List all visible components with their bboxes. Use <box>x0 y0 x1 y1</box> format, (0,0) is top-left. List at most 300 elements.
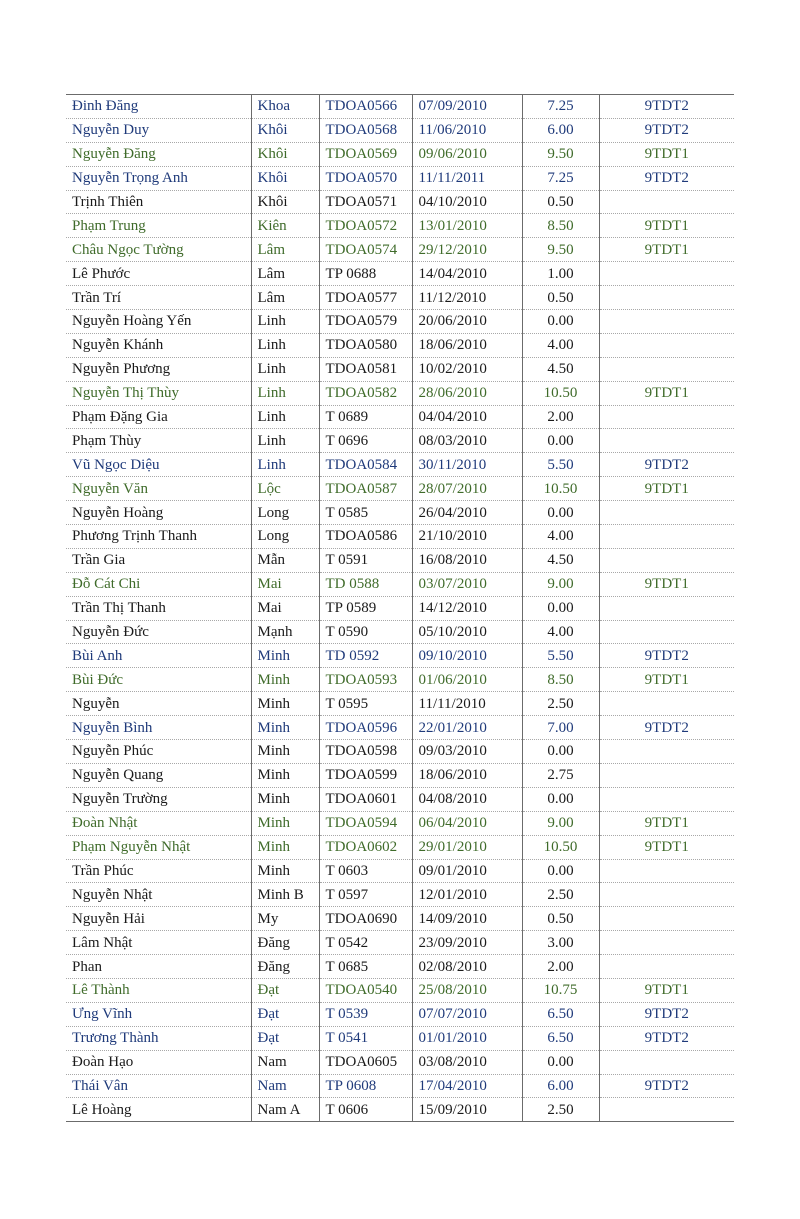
student-id-cell: TD 0588 <box>319 572 412 596</box>
last-name-cell: Nguyễn Văn <box>66 477 251 501</box>
score-cell: 10.50 <box>522 835 599 859</box>
table-row <box>66 1026 734 1050</box>
first-name-cell: Khôi <box>251 166 319 190</box>
class-cell: 9TDT2 <box>599 644 734 668</box>
last-name-cell: Phạm Trung <box>66 214 251 238</box>
last-name-cell: Đỗ Cát Chi <box>66 572 251 596</box>
class-cell <box>599 907 734 931</box>
table-row <box>66 429 734 453</box>
student-id-cell: T 0685 <box>319 955 412 979</box>
student-id-cell: TDOA0572 <box>319 214 412 238</box>
student-id-cell: TDOA0568 <box>319 118 412 142</box>
score-cell: 0.00 <box>522 310 599 334</box>
score-cell: 2.75 <box>522 763 599 787</box>
class-cell <box>599 1098 734 1122</box>
score-cell: 2.50 <box>522 1098 599 1122</box>
class-cell <box>599 501 734 525</box>
student-id-cell: T 0595 <box>319 692 412 716</box>
last-name-cell: Phạm Đặng Gia <box>66 405 251 429</box>
table-row <box>66 1098 734 1122</box>
birth-date-cell: 12/01/2010 <box>412 883 522 907</box>
table-row <box>66 1002 734 1026</box>
table-row <box>66 333 734 357</box>
table-row <box>66 668 734 692</box>
first-name-cell: Linh <box>251 310 319 334</box>
class-cell: 9TDT2 <box>599 453 734 477</box>
student-id-cell: TDOA0570 <box>319 166 412 190</box>
birth-date-cell: 04/10/2010 <box>412 190 522 214</box>
first-name-cell: Mai <box>251 572 319 596</box>
score-cell: 5.50 <box>522 453 599 477</box>
student-id-cell: T 0542 <box>319 931 412 955</box>
table-row <box>66 190 734 214</box>
last-name-cell: Nguyễn Hoàng Yến <box>66 310 251 334</box>
first-name-cell: Đạt <box>251 1026 319 1050</box>
score-cell: 2.50 <box>522 883 599 907</box>
last-name-cell: Nguyễn Duy <box>66 118 251 142</box>
score-cell: 2.00 <box>522 955 599 979</box>
student-id-cell: T 0541 <box>319 1026 412 1050</box>
last-name-cell: Đoàn Nhật <box>66 811 251 835</box>
birth-date-cell: 18/06/2010 <box>412 333 522 357</box>
birth-date-cell: 28/07/2010 <box>412 477 522 501</box>
table-row <box>66 763 734 787</box>
first-name-cell: Lâm <box>251 286 319 310</box>
table-row <box>66 477 734 501</box>
birth-date-cell: 07/09/2010 <box>412 95 522 119</box>
student-id-cell: TDOA0599 <box>319 763 412 787</box>
student-id-cell: T 0590 <box>319 620 412 644</box>
first-name-cell: Long <box>251 525 319 549</box>
student-id-cell: TDOA0602 <box>319 835 412 859</box>
class-cell <box>599 429 734 453</box>
birth-date-cell: 23/09/2010 <box>412 931 522 955</box>
first-name-cell: Nam <box>251 1050 319 1074</box>
birth-date-cell: 21/10/2010 <box>412 525 522 549</box>
last-name-cell: Nguyễn Đăng <box>66 142 251 166</box>
score-cell: 4.50 <box>522 548 599 572</box>
table-row <box>66 859 734 883</box>
class-cell: 9TDT1 <box>599 142 734 166</box>
table-row <box>66 692 734 716</box>
score-cell: 7.00 <box>522 716 599 740</box>
table-row <box>66 381 734 405</box>
last-name-cell: Nguyễn Bình <box>66 716 251 740</box>
first-name-cell: Đăng <box>251 955 319 979</box>
score-cell: 7.25 <box>522 166 599 190</box>
first-name-cell: Linh <box>251 333 319 357</box>
table-row <box>66 620 734 644</box>
last-name-cell: Đoàn Hạo <box>66 1050 251 1074</box>
table-row <box>66 262 734 286</box>
student-id-cell: T 0597 <box>319 883 412 907</box>
score-cell: 7.25 <box>522 95 599 119</box>
birth-date-cell: 08/03/2010 <box>412 429 522 453</box>
student-id-cell: TDOA0571 <box>319 190 412 214</box>
table-row <box>66 572 734 596</box>
first-name-cell: My <box>251 907 319 931</box>
class-cell: 9TDT2 <box>599 1026 734 1050</box>
score-cell: 9.50 <box>522 142 599 166</box>
score-cell: 6.00 <box>522 118 599 142</box>
score-cell: 8.50 <box>522 214 599 238</box>
class-cell <box>599 740 734 764</box>
last-name-cell: Lê Hoàng <box>66 1098 251 1122</box>
table-row <box>66 357 734 381</box>
student-table-body <box>66 95 734 1122</box>
first-name-cell: Minh <box>251 668 319 692</box>
birth-date-cell: 01/01/2010 <box>412 1026 522 1050</box>
last-name-cell: Nguyễn <box>66 692 251 716</box>
birth-date-cell: 11/11/2010 <box>412 692 522 716</box>
student-id-cell: TDOA0596 <box>319 716 412 740</box>
birth-date-cell: 22/01/2010 <box>412 716 522 740</box>
student-id-cell: TDOA0579 <box>319 310 412 334</box>
last-name-cell: Trương Thành <box>66 1026 251 1050</box>
last-name-cell: Đinh Đăng <box>66 95 251 119</box>
score-cell: 0.00 <box>522 859 599 883</box>
last-name-cell: Trần Phúc <box>66 859 251 883</box>
birth-date-cell: 09/01/2010 <box>412 859 522 883</box>
first-name-cell: Khôi <box>251 142 319 166</box>
table-row <box>66 1050 734 1074</box>
class-cell <box>599 525 734 549</box>
student-id-cell: T 0539 <box>319 1002 412 1026</box>
birth-date-cell: 02/08/2010 <box>412 955 522 979</box>
class-cell: 9TDT1 <box>599 572 734 596</box>
table-row <box>66 166 734 190</box>
first-name-cell: Minh <box>251 740 319 764</box>
birth-date-cell: 09/10/2010 <box>412 644 522 668</box>
first-name-cell: Nam A <box>251 1098 319 1122</box>
last-name-cell: Châu Ngọc Tường <box>66 238 251 262</box>
class-cell: 9TDT2 <box>599 1074 734 1098</box>
last-name-cell: Nguyễn Trường <box>66 787 251 811</box>
class-cell: 9TDT1 <box>599 978 734 1002</box>
table-row <box>66 787 734 811</box>
first-name-cell: Linh <box>251 357 319 381</box>
first-name-cell: Minh <box>251 692 319 716</box>
last-name-cell: Bùi Đức <box>66 668 251 692</box>
table-row <box>66 214 734 238</box>
first-name-cell: Linh <box>251 453 319 477</box>
student-id-cell: TDOA0601 <box>319 787 412 811</box>
score-cell: 6.50 <box>522 1026 599 1050</box>
class-cell: 9TDT1 <box>599 668 734 692</box>
class-cell <box>599 692 734 716</box>
class-cell: 9TDT2 <box>599 118 734 142</box>
birth-date-cell: 03/07/2010 <box>412 572 522 596</box>
score-cell: 8.50 <box>522 668 599 692</box>
table-row <box>66 644 734 668</box>
table-row <box>66 1074 734 1098</box>
class-cell: 9TDT2 <box>599 95 734 119</box>
student-id-cell: TDOA0580 <box>319 333 412 357</box>
class-cell <box>599 859 734 883</box>
first-name-cell: Minh <box>251 787 319 811</box>
student-id-cell: TDOA0598 <box>319 740 412 764</box>
class-cell <box>599 333 734 357</box>
first-name-cell: Lâm <box>251 262 319 286</box>
birth-date-cell: 25/08/2010 <box>412 978 522 1002</box>
student-id-cell: T 0696 <box>319 429 412 453</box>
birth-date-cell: 28/06/2010 <box>412 381 522 405</box>
score-cell: 0.50 <box>522 286 599 310</box>
table-row <box>66 286 734 310</box>
birth-date-cell: 11/11/2011 <box>412 166 522 190</box>
first-name-cell: Đạt <box>251 1002 319 1026</box>
student-id-cell: T 0689 <box>319 405 412 429</box>
table-row <box>66 548 734 572</box>
first-name-cell: Minh <box>251 763 319 787</box>
birth-date-cell: 09/06/2010 <box>412 142 522 166</box>
class-cell: 9TDT2 <box>599 1002 734 1026</box>
student-id-cell: TP 0589 <box>319 596 412 620</box>
student-id-cell: T 0603 <box>319 859 412 883</box>
first-name-cell: Minh B <box>251 883 319 907</box>
last-name-cell: Thái Vân <box>66 1074 251 1098</box>
class-cell <box>599 357 734 381</box>
score-cell: 0.00 <box>522 501 599 525</box>
score-cell: 6.00 <box>522 1074 599 1098</box>
score-cell: 0.50 <box>522 190 599 214</box>
first-name-cell: Khoa <box>251 95 319 119</box>
birth-date-cell: 07/07/2010 <box>412 1002 522 1026</box>
last-name-cell: Nguyễn Trọng Anh <box>66 166 251 190</box>
last-name-cell: Lâm Nhật <box>66 931 251 955</box>
first-name-cell: Mạnh <box>251 620 319 644</box>
table-row <box>66 501 734 525</box>
last-name-cell: Phương Trịnh Thanh <box>66 525 251 549</box>
last-name-cell: Bùi Anh <box>66 644 251 668</box>
birth-date-cell: 29/01/2010 <box>412 835 522 859</box>
first-name-cell: Minh <box>251 716 319 740</box>
class-cell <box>599 931 734 955</box>
student-id-cell: TD 0592 <box>319 644 412 668</box>
score-cell: 10.50 <box>522 381 599 405</box>
student-id-cell: TDOA0593 <box>319 668 412 692</box>
table-row <box>66 978 734 1002</box>
student-id-cell: TDOA0582 <box>319 381 412 405</box>
first-name-cell: Minh <box>251 859 319 883</box>
last-name-cell: Lê Thành <box>66 978 251 1002</box>
first-name-cell: Mẫn <box>251 548 319 572</box>
table-row <box>66 907 734 931</box>
class-cell: 9TDT2 <box>599 166 734 190</box>
class-cell: 9TDT1 <box>599 214 734 238</box>
birth-date-cell: 03/08/2010 <box>412 1050 522 1074</box>
score-cell: 4.00 <box>522 525 599 549</box>
class-cell <box>599 286 734 310</box>
table-row <box>66 238 734 262</box>
score-cell: 2.50 <box>522 692 599 716</box>
last-name-cell: Nguyễn Phương <box>66 357 251 381</box>
table-row <box>66 835 734 859</box>
class-cell: 9TDT1 <box>599 811 734 835</box>
class-cell <box>599 883 734 907</box>
score-cell: 0.50 <box>522 907 599 931</box>
class-cell: 9TDT1 <box>599 238 734 262</box>
first-name-cell: Linh <box>251 429 319 453</box>
first-name-cell: Nam <box>251 1074 319 1098</box>
last-name-cell: Trịnh Thiên <box>66 190 251 214</box>
birth-date-cell: 17/04/2010 <box>412 1074 522 1098</box>
student-id-cell: TP 0608 <box>319 1074 412 1098</box>
table-row <box>66 95 734 119</box>
table-row <box>66 142 734 166</box>
birth-date-cell: 04/08/2010 <box>412 787 522 811</box>
last-name-cell: Ưng Vĩnh <box>66 1002 251 1026</box>
last-name-cell: Nguyễn Khánh <box>66 333 251 357</box>
first-name-cell: Lâm <box>251 238 319 262</box>
table-row <box>66 596 734 620</box>
last-name-cell: Trần Thị Thanh <box>66 596 251 620</box>
class-cell <box>599 620 734 644</box>
first-name-cell: Linh <box>251 405 319 429</box>
student-id-cell: T 0585 <box>319 501 412 525</box>
last-name-cell: Trần Trí <box>66 286 251 310</box>
student-table <box>66 94 734 1122</box>
class-cell: 9TDT1 <box>599 477 734 501</box>
last-name-cell: Lê Phước <box>66 262 251 286</box>
score-cell: 2.00 <box>522 405 599 429</box>
birth-date-cell: 01/06/2010 <box>412 668 522 692</box>
student-id-cell: TDOA0566 <box>319 95 412 119</box>
birth-date-cell: 11/06/2010 <box>412 118 522 142</box>
class-cell <box>599 310 734 334</box>
score-cell: 4.00 <box>522 620 599 644</box>
table-row <box>66 883 734 907</box>
score-cell: 10.75 <box>522 978 599 1002</box>
student-id-cell: T 0606 <box>319 1098 412 1122</box>
table-row <box>66 811 734 835</box>
class-cell: 9TDT2 <box>599 716 734 740</box>
birth-date-cell: 09/03/2010 <box>412 740 522 764</box>
birth-date-cell: 06/04/2010 <box>412 811 522 835</box>
class-cell <box>599 955 734 979</box>
first-name-cell: Minh <box>251 835 319 859</box>
student-id-cell: TDOA0605 <box>319 1050 412 1074</box>
birth-date-cell: 26/04/2010 <box>412 501 522 525</box>
class-cell: 9TDT1 <box>599 835 734 859</box>
student-id-cell: TDOA0574 <box>319 238 412 262</box>
class-cell <box>599 763 734 787</box>
first-name-cell: Khôi <box>251 118 319 142</box>
student-id-cell: TDOA0586 <box>319 525 412 549</box>
student-id-cell: TDOA0569 <box>319 142 412 166</box>
first-name-cell: Kiên <box>251 214 319 238</box>
student-id-cell: TDOA0587 <box>319 477 412 501</box>
score-cell: 4.50 <box>522 357 599 381</box>
first-name-cell: Long <box>251 501 319 525</box>
first-name-cell: Đạt <box>251 978 319 1002</box>
first-name-cell: Mai <box>251 596 319 620</box>
class-cell <box>599 548 734 572</box>
class-cell <box>599 596 734 620</box>
score-cell: 0.00 <box>522 1050 599 1074</box>
last-name-cell: Nguyễn Thị Thùy <box>66 381 251 405</box>
score-cell: 0.00 <box>522 740 599 764</box>
last-name-cell: Nguyễn Hải <box>66 907 251 931</box>
class-cell: 9TDT1 <box>599 381 734 405</box>
score-cell: 4.00 <box>522 333 599 357</box>
first-name-cell: Linh <box>251 381 319 405</box>
score-cell: 9.00 <box>522 572 599 596</box>
first-name-cell: Minh <box>251 644 319 668</box>
birth-date-cell: 14/12/2010 <box>412 596 522 620</box>
class-cell <box>599 787 734 811</box>
table-row <box>66 405 734 429</box>
student-id-cell: T 0591 <box>319 548 412 572</box>
table-row <box>66 118 734 142</box>
first-name-cell: Minh <box>251 811 319 835</box>
birth-date-cell: 11/12/2010 <box>412 286 522 310</box>
table-row <box>66 525 734 549</box>
score-cell: 0.00 <box>522 429 599 453</box>
class-cell <box>599 262 734 286</box>
birth-date-cell: 15/09/2010 <box>412 1098 522 1122</box>
birth-date-cell: 14/09/2010 <box>412 907 522 931</box>
birth-date-cell: 20/06/2010 <box>412 310 522 334</box>
first-name-cell: Lộc <box>251 477 319 501</box>
score-cell: 10.50 <box>522 477 599 501</box>
score-cell: 6.50 <box>522 1002 599 1026</box>
last-name-cell: Nguyễn Nhật <box>66 883 251 907</box>
student-id-cell: TDOA0584 <box>319 453 412 477</box>
birth-date-cell: 14/04/2010 <box>412 262 522 286</box>
score-cell: 3.00 <box>522 931 599 955</box>
table-row <box>66 955 734 979</box>
table-row <box>66 310 734 334</box>
score-cell: 1.00 <box>522 262 599 286</box>
birth-date-cell: 10/02/2010 <box>412 357 522 381</box>
last-name-cell: Nguyễn Hoàng <box>66 501 251 525</box>
last-name-cell: Vũ Ngọc Diệu <box>66 453 251 477</box>
student-id-cell: TDOA0540 <box>319 978 412 1002</box>
score-cell: 0.00 <box>522 596 599 620</box>
birth-date-cell: 16/08/2010 <box>412 548 522 572</box>
score-cell: 0.00 <box>522 787 599 811</box>
table-row <box>66 716 734 740</box>
student-id-cell: TDOA0690 <box>319 907 412 931</box>
birth-date-cell: 05/10/2010 <box>412 620 522 644</box>
student-id-cell: TDOA0594 <box>319 811 412 835</box>
score-cell: 9.00 <box>522 811 599 835</box>
last-name-cell: Phan <box>66 955 251 979</box>
class-cell <box>599 190 734 214</box>
class-cell <box>599 405 734 429</box>
birth-date-cell: 29/12/2010 <box>412 238 522 262</box>
birth-date-cell: 04/04/2010 <box>412 405 522 429</box>
table-row <box>66 931 734 955</box>
last-name-cell: Phạm Nguyễn Nhật <box>66 835 251 859</box>
last-name-cell: Phạm Thùy <box>66 429 251 453</box>
student-id-cell: TDOA0577 <box>319 286 412 310</box>
birth-date-cell: 18/06/2010 <box>412 763 522 787</box>
class-cell <box>599 1050 734 1074</box>
last-name-cell: Nguyễn Phúc <box>66 740 251 764</box>
student-id-cell: TP 0688 <box>319 262 412 286</box>
student-id-cell: TDOA0581 <box>319 357 412 381</box>
last-name-cell: Nguyễn Quang <box>66 763 251 787</box>
table-row <box>66 453 734 477</box>
birth-date-cell: 30/11/2010 <box>412 453 522 477</box>
score-cell: 5.50 <box>522 644 599 668</box>
score-cell: 9.50 <box>522 238 599 262</box>
birth-date-cell: 13/01/2010 <box>412 214 522 238</box>
last-name-cell: Nguyễn Đức <box>66 620 251 644</box>
table-row <box>66 740 734 764</box>
